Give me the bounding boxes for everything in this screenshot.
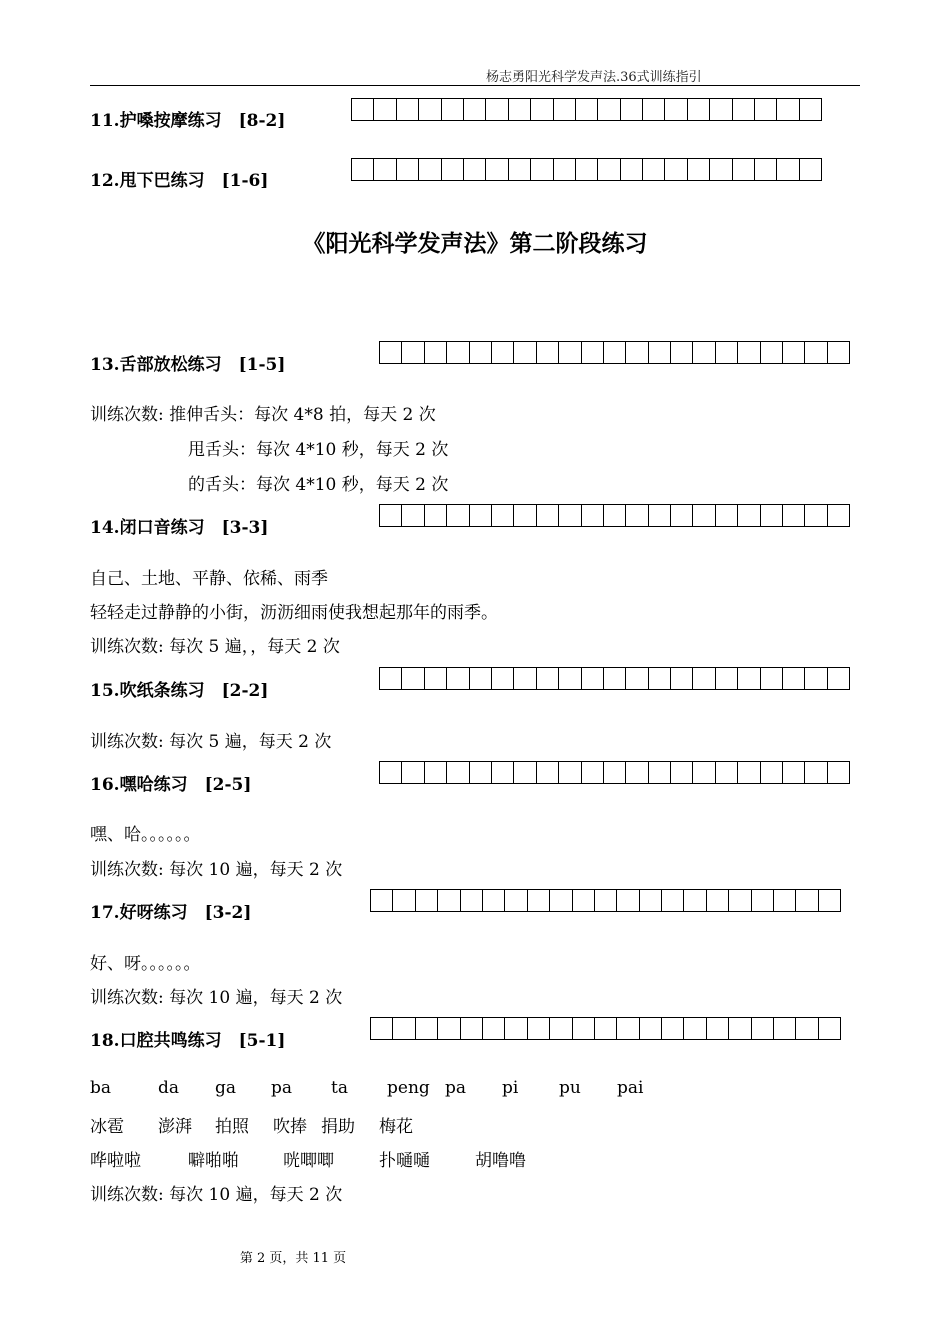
practice-checkbox[interactable] — [665, 98, 687, 121]
header-divider — [90, 85, 860, 86]
practice-checkbox[interactable] — [492, 667, 514, 690]
practice-checkbox[interactable] — [665, 158, 687, 181]
practice-checkbox[interactable] — [640, 1017, 662, 1040]
practice-checkbox[interactable] — [777, 158, 799, 181]
practice-checkbox[interactable] — [800, 98, 822, 121]
practice-checkbox[interactable] — [621, 158, 643, 181]
practice-checkbox[interactable] — [582, 504, 604, 527]
exercise-11-title: 11.护嗓按摩练习 [8-2] — [90, 111, 286, 131]
practice-checkbox[interactable] — [649, 341, 671, 364]
exercise-18-title: 18.口腔共鸣练习 [5-1] — [90, 1031, 286, 1051]
practice-checkbox[interactable] — [559, 667, 581, 690]
practice-checkbox[interactable] — [402, 761, 424, 784]
exercise-16-title: 16.嘿哈练习 [2-5] — [90, 775, 252, 795]
practice-checkbox[interactable] — [738, 504, 760, 527]
practice-checkbox[interactable] — [461, 1017, 483, 1040]
practice-checkbox[interactable] — [805, 761, 827, 784]
exercise-14-training: 训练次数: 每次 5 遍，，每天 2 次 — [90, 637, 340, 657]
practice-checkbox[interactable] — [393, 889, 415, 912]
section-title: 《阳光科学发声法》第二阶段练习 — [302, 230, 648, 257]
practice-checkbox[interactable] — [531, 158, 553, 181]
practice-checkbox[interactable] — [819, 1017, 841, 1040]
practice-checkbox[interactable] — [582, 341, 604, 364]
practice-checkbox[interactable] — [470, 504, 492, 527]
practice-checkbox[interactable] — [447, 341, 469, 364]
exercise-13-title: 13.舌部放松练习 [1-5] — [90, 355, 286, 375]
pinyin-syllable: peng — [387, 1078, 430, 1098]
practice-checkbox[interactable] — [447, 667, 469, 690]
practice-checkbox[interactable] — [649, 761, 671, 784]
practice-checkbox[interactable] — [416, 889, 438, 912]
practice-word: 哗啦啦 — [90, 1151, 141, 1171]
practice-checkbox[interactable] — [447, 504, 469, 527]
practice-checkbox[interactable] — [470, 667, 492, 690]
practice-checkbox[interactable] — [461, 889, 483, 912]
practice-word: 澎湃 — [158, 1117, 192, 1137]
practice-checkbox[interactable] — [671, 341, 693, 364]
exercise-14-sentence: 轻轻走过静静的小街，沥沥细雨使我想起那年的雨季。 — [90, 603, 498, 623]
practice-checkbox[interactable] — [729, 1017, 751, 1040]
exercise-18-training: 训练次数: 每次 10 遍，每天 2 次 — [90, 1185, 343, 1205]
practice-checkbox[interactable] — [537, 341, 559, 364]
practice-tracker-11[interactable] — [351, 98, 822, 121]
practice-checkbox[interactable] — [374, 158, 396, 181]
practice-checkbox[interactable] — [425, 667, 447, 690]
practice-checkbox[interactable] — [492, 761, 514, 784]
practice-checkbox[interactable] — [805, 667, 827, 690]
practice-word: 捐助 — [321, 1117, 355, 1137]
practice-word: 咣唧唧 — [283, 1151, 334, 1171]
practice-checkbox[interactable] — [483, 1017, 505, 1040]
exercise-15-training: 训练次数: 每次 5 遍，每天 2 次 — [90, 732, 332, 752]
exercise-14-title: 14.闭口音练习 [3-3] — [90, 518, 269, 538]
practice-checkbox[interactable] — [559, 504, 581, 527]
practice-word: 吹捧 — [273, 1117, 307, 1137]
pinyin-syllable: pu — [559, 1078, 581, 1098]
practice-checkbox[interactable] — [464, 158, 486, 181]
practice-checkbox[interactable] — [761, 667, 783, 690]
practice-checkbox[interactable] — [738, 341, 760, 364]
pinyin-syllable: ta — [331, 1078, 348, 1098]
practice-checkbox[interactable] — [755, 158, 777, 181]
practice-checkbox[interactable] — [402, 667, 424, 690]
practice-checkbox[interactable] — [550, 1017, 572, 1040]
practice-checkbox[interactable] — [464, 98, 486, 121]
practice-checkbox[interactable] — [716, 761, 738, 784]
practice-checkbox[interactable] — [438, 889, 460, 912]
practice-checkbox[interactable] — [640, 889, 662, 912]
practice-checkbox[interactable] — [419, 98, 441, 121]
practice-checkbox[interactable] — [671, 761, 693, 784]
practice-checkbox[interactable] — [671, 504, 693, 527]
practice-checkbox[interactable] — [828, 761, 850, 784]
practice-checkbox[interactable] — [761, 504, 783, 527]
practice-checkbox[interactable] — [643, 158, 665, 181]
practice-checkbox[interactable] — [761, 761, 783, 784]
practice-checkbox[interactable] — [693, 341, 715, 364]
practice-checkbox[interactable] — [777, 98, 799, 121]
practice-checkbox[interactable] — [617, 889, 639, 912]
practice-checkbox[interactable] — [716, 504, 738, 527]
practice-checkbox[interactable] — [470, 761, 492, 784]
practice-checkbox[interactable] — [598, 158, 620, 181]
practice-checkbox[interactable] — [416, 1017, 438, 1040]
practice-checkbox[interactable] — [671, 667, 693, 690]
practice-checkbox[interactable] — [707, 889, 729, 912]
practice-checkbox[interactable] — [626, 761, 648, 784]
practice-checkbox[interactable] — [514, 504, 536, 527]
practice-checkbox[interactable] — [595, 1017, 617, 1040]
practice-checkbox[interactable] — [442, 158, 464, 181]
practice-checkbox[interactable] — [371, 889, 393, 912]
practice-word: 拍照 — [215, 1117, 249, 1137]
practice-checkbox[interactable] — [617, 1017, 639, 1040]
practice-checkbox[interactable] — [752, 1017, 774, 1040]
practice-checkbox[interactable] — [710, 158, 732, 181]
practice-checkbox[interactable] — [582, 667, 604, 690]
practice-checkbox[interactable] — [380, 504, 402, 527]
practice-checkbox[interactable] — [662, 1017, 684, 1040]
pinyin-syllable: pa — [271, 1078, 293, 1098]
practice-checkbox[interactable] — [783, 761, 805, 784]
practice-checkbox[interactable] — [643, 98, 665, 121]
practice-checkbox[interactable] — [509, 98, 531, 121]
practice-checkbox[interactable] — [693, 667, 715, 690]
practice-checkbox[interactable] — [486, 158, 508, 181]
practice-checkbox[interactable] — [393, 1017, 415, 1040]
practice-checkbox[interactable] — [528, 889, 550, 912]
exercise-14-words: 自己、土地、平静、依稀、雨季 — [90, 569, 328, 589]
practice-word: 梅花 — [379, 1117, 413, 1137]
practice-checkbox[interactable] — [819, 889, 841, 912]
practice-checkbox[interactable] — [649, 504, 671, 527]
practice-checkbox[interactable] — [774, 1017, 796, 1040]
practice-checkbox[interactable] — [509, 158, 531, 181]
pinyin-syllable: ba — [90, 1078, 112, 1098]
practice-checkbox[interactable] — [559, 341, 581, 364]
practice-checkbox[interactable] — [419, 158, 441, 181]
practice-checkbox[interactable] — [828, 341, 850, 364]
exercise-16-words: 嘿、哈。。。。。。 — [90, 825, 201, 845]
practice-checkbox[interactable] — [595, 889, 617, 912]
practice-checkbox[interactable] — [783, 667, 805, 690]
practice-checkbox[interactable] — [380, 341, 402, 364]
pinyin-syllable: da — [158, 1078, 180, 1098]
practice-checkbox[interactable] — [380, 667, 402, 690]
practice-checkbox[interactable] — [805, 504, 827, 527]
practice-checkbox[interactable] — [576, 98, 598, 121]
practice-checkbox[interactable] — [582, 761, 604, 784]
practice-checkbox[interactable] — [576, 158, 598, 181]
practice-checkbox[interactable] — [425, 761, 447, 784]
pinyin-syllable: pi — [502, 1078, 519, 1098]
practice-word: 扑嗵嗵 — [379, 1151, 430, 1171]
practice-checkbox[interactable] — [492, 341, 514, 364]
practice-checkbox[interactable] — [693, 761, 715, 784]
practice-checkbox[interactable] — [604, 504, 626, 527]
practice-checkbox[interactable] — [397, 98, 419, 121]
practice-checkbox[interactable] — [402, 341, 424, 364]
practice-checkbox[interactable] — [554, 98, 576, 121]
exercise-13-training-line-3: 的舌头：每次 4*10 秒，每天 2 次 — [188, 475, 449, 495]
practice-tracker-18[interactable] — [370, 1017, 841, 1040]
practice-checkbox[interactable] — [738, 761, 760, 784]
practice-checkbox[interactable] — [621, 98, 643, 121]
practice-tracker-15[interactable] — [379, 667, 850, 690]
running-header: 杨志勇阳光科学发声法.36式训练指引 — [486, 70, 702, 85]
pinyin-syllable: ga — [215, 1078, 237, 1098]
practice-checkbox[interactable] — [761, 341, 783, 364]
practice-tracker-12[interactable] — [351, 158, 822, 181]
practice-checkbox[interactable] — [684, 1017, 706, 1040]
practice-checkbox[interactable] — [733, 98, 755, 121]
practice-checkbox[interactable] — [470, 341, 492, 364]
exercise-16-training: 训练次数: 每次 10 遍，每天 2 次 — [90, 860, 343, 880]
practice-checkbox[interactable] — [684, 889, 706, 912]
practice-checkbox[interactable] — [598, 98, 620, 121]
practice-checkbox[interactable] — [438, 1017, 460, 1040]
practice-checkbox[interactable] — [492, 504, 514, 527]
practice-checkbox[interactable] — [380, 761, 402, 784]
practice-checkbox[interactable] — [604, 667, 626, 690]
practice-checkbox[interactable] — [774, 889, 796, 912]
practice-checkbox[interactable] — [783, 341, 805, 364]
practice-word: 噼啪啪 — [188, 1151, 239, 1171]
practice-checkbox[interactable] — [352, 158, 374, 181]
exercise-17-training: 训练次数: 每次 10 遍，每天 2 次 — [90, 988, 343, 1008]
practice-checkbox[interactable] — [537, 504, 559, 527]
practice-checkbox[interactable] — [626, 667, 648, 690]
practice-checkbox[interactable] — [752, 889, 774, 912]
practice-checkbox[interactable] — [783, 504, 805, 527]
practice-checkbox[interactable] — [626, 504, 648, 527]
exercise-15-title: 15.吹纸条练习 [2-2] — [90, 681, 269, 701]
practice-checkbox[interactable] — [505, 1017, 527, 1040]
practice-checkbox[interactable] — [688, 158, 710, 181]
practice-checkbox[interactable] — [483, 889, 505, 912]
practice-checkbox[interactable] — [733, 158, 755, 181]
practice-checkbox[interactable] — [374, 98, 396, 121]
practice-checkbox[interactable] — [800, 158, 822, 181]
practice-checkbox[interactable] — [688, 98, 710, 121]
page-number-footer: 第 2 页，共 11 页 — [239, 1251, 347, 1266]
practice-checkbox[interactable] — [559, 761, 581, 784]
practice-checkbox[interactable] — [738, 667, 760, 690]
practice-checkbox[interactable] — [710, 98, 732, 121]
practice-word: 冰雹 — [90, 1117, 124, 1137]
practice-checkbox[interactable] — [371, 1017, 393, 1040]
practice-checkbox[interactable] — [505, 889, 527, 912]
practice-checkbox[interactable] — [531, 98, 553, 121]
practice-checkbox[interactable] — [828, 504, 850, 527]
practice-checkbox[interactable] — [573, 1017, 595, 1040]
practice-checkbox[interactable] — [550, 889, 572, 912]
practice-checkbox[interactable] — [693, 504, 715, 527]
exercise-17-words: 好、呀。。。。。。 — [90, 954, 201, 974]
practice-checkbox[interactable] — [528, 1017, 550, 1040]
exercise-13-training-line-1: 训练次数: 推伸舌头：每次 4*8 拍，每天 2 次 — [90, 405, 436, 425]
exercise-12-title: 12.甩下巴练习 [1-6] — [90, 171, 269, 191]
practice-checkbox[interactable] — [805, 341, 827, 364]
practice-checkbox[interactable] — [402, 504, 424, 527]
practice-checkbox[interactable] — [755, 98, 777, 121]
practice-checkbox[interactable] — [447, 761, 469, 784]
practice-checkbox[interactable] — [796, 889, 818, 912]
practice-checkbox[interactable] — [604, 761, 626, 784]
practice-checkbox[interactable] — [707, 1017, 729, 1040]
practice-tracker-14[interactable] — [379, 504, 850, 527]
practice-checkbox[interactable] — [626, 341, 648, 364]
pinyin-syllable: pa — [445, 1078, 467, 1098]
practice-checkbox[interactable] — [716, 667, 738, 690]
practice-checkbox[interactable] — [397, 158, 419, 181]
practice-tracker-16[interactable] — [379, 761, 850, 784]
practice-checkbox[interactable] — [828, 667, 850, 690]
exercise-13-training-line-2: 甩舌头：每次 4*10 秒，每天 2 次 — [188, 440, 449, 460]
practice-checkbox[interactable] — [716, 341, 738, 364]
practice-checkbox[interactable] — [514, 341, 536, 364]
practice-checkbox[interactable] — [537, 761, 559, 784]
practice-checkbox[interactable] — [442, 98, 464, 121]
practice-checkbox[interactable] — [486, 98, 508, 121]
practice-word: 胡噜噜 — [475, 1151, 526, 1171]
practice-checkbox[interactable] — [352, 98, 374, 121]
practice-checkbox[interactable] — [662, 889, 684, 912]
practice-checkbox[interactable] — [425, 341, 447, 364]
pinyin-syllable: pai — [617, 1078, 644, 1098]
practice-checkbox[interactable] — [514, 761, 536, 784]
practice-tracker-17[interactable] — [370, 889, 841, 912]
practice-checkbox[interactable] — [729, 889, 751, 912]
practice-checkbox[interactable] — [573, 889, 595, 912]
practice-checkbox[interactable] — [649, 667, 671, 690]
exercise-17-title: 17.好呀练习 [3-2] — [90, 903, 252, 923]
practice-checkbox[interactable] — [514, 667, 536, 690]
practice-tracker-13[interactable] — [379, 341, 850, 364]
practice-checkbox[interactable] — [554, 158, 576, 181]
practice-checkbox[interactable] — [796, 1017, 818, 1040]
practice-checkbox[interactable] — [537, 667, 559, 690]
practice-checkbox[interactable] — [425, 504, 447, 527]
practice-checkbox[interactable] — [604, 341, 626, 364]
